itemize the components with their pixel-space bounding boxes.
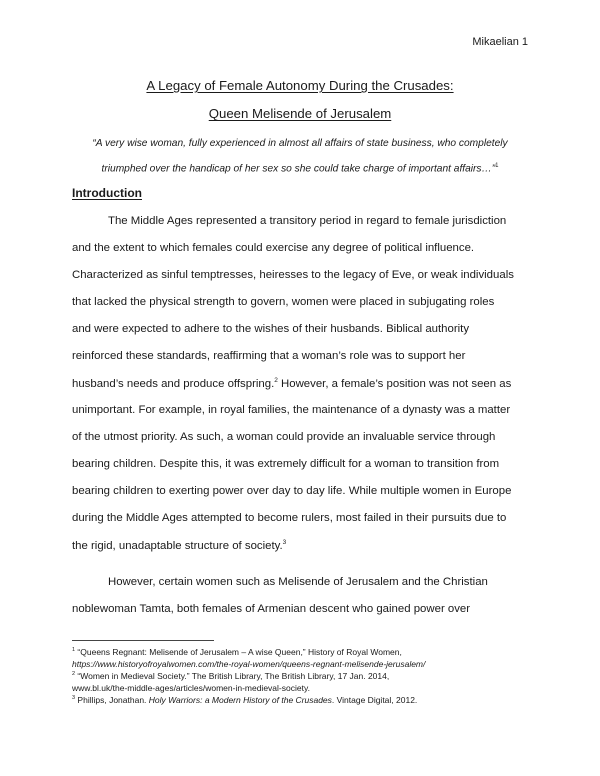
body-line: bearing children to exerting power over day to day life. While multiple women in Europe	[72, 485, 512, 497]
body-line: However, certain women such as Melisende of Jerusalem and the Christian	[108, 576, 488, 588]
footnote-divider	[72, 640, 214, 641]
footnote-ref-1[interactable]: 1	[495, 163, 499, 169]
footnote-text: . Vintage Digital, 2012.	[331, 695, 418, 705]
epigraph-line-2	[72, 155, 528, 180]
section-heading-introduction: Introduction	[72, 186, 142, 200]
footnote-text: “Women in Medieval Society.” The British Library, The British Library, 17 Jan. 2014,	[75, 671, 390, 681]
body-line: and the extent to which females could exercise any degree of political influence.	[72, 242, 475, 254]
title-line-1: A Legacy of Female Autonomy During the Crusades:	[146, 78, 454, 93]
epigraph-line-2-text: triumphed over the handicap of her sex so she could take charge of important affairs…”	[101, 163, 496, 175]
body-line: and were expected to adhere to the wishes of their husbands. Biblical authority	[72, 323, 470, 335]
body-line-text: However, a female’s position was not seen as	[277, 377, 512, 390]
body-line: unimportant. For example, in royal families, the maintenance of a dynasty was a matter	[72, 404, 511, 416]
body-line: noblewoman Tamta, both females of Armenian descent who gained power over	[72, 603, 471, 615]
body-line	[72, 377, 532, 390]
body-line-text: husband’s needs and produce offspring.	[72, 377, 275, 390]
footnote-book-title: Holy Warriors: a Modern History of the Crusades	[148, 695, 332, 705]
footnote-text: “Queens Regnant: Melisende of Jerusalem – A wise Queen,” History of Royal Women,	[75, 647, 402, 657]
running-head: Mikaelian 1	[472, 36, 528, 48]
footnote-ref-3[interactable]: 3	[282, 539, 287, 546]
footnote-2-url[interactable]: www.bl.uk/the-middle-ages/articles/women-in-medieval-society.	[72, 683, 310, 693]
footnote-1-url[interactable]: https://www.historyofroyalwomen.com/the-royal-women/queens-regnant-melisende-jerusalem/	[72, 659, 426, 669]
footnote-number: 2	[72, 671, 76, 678]
body-line: Characterized as sinful temptresses, heiresses to the legacy of Eve, or weak individuals	[72, 269, 514, 281]
epigraph-line-1: “A very wise woman, fully experienced in almost all affairs of state business, who completely	[92, 138, 508, 149]
footnote-2	[72, 671, 389, 681]
body-line	[72, 539, 532, 552]
body-line: of the utmost priority. As such, a woman could provide an invaluable service through	[72, 431, 496, 443]
footnote-number: 1	[72, 647, 76, 654]
body-line: The Middle Ages represented a transitory period in regard to female jurisdiction	[108, 215, 507, 227]
epigraph	[72, 132, 528, 180]
footnote-ref-2[interactable]: 2	[274, 377, 278, 384]
body-line: reinforced these standards, reaffirming that a woman’s role was to support her	[72, 350, 466, 362]
footnote-text: Phillips, Jonathan.	[75, 695, 149, 705]
body-line: that lacked the physical strength to govern, women were placed in subjugating roles	[72, 296, 495, 308]
body-line-text: the rigid, unadaptable structure of society.	[72, 539, 283, 552]
body-line: bearing children. Despite this, it was extremely difficult for a woman to transition from	[72, 458, 500, 470]
footnote-3	[72, 695, 417, 705]
title-line-2: Queen Melisende of Jerusalem	[208, 106, 392, 121]
footnote-number: 3	[72, 695, 76, 702]
footnote-1	[72, 647, 402, 657]
body-line: during the Middle Ages attempted to become rulers, most failed in their pursuits due to	[72, 512, 507, 524]
